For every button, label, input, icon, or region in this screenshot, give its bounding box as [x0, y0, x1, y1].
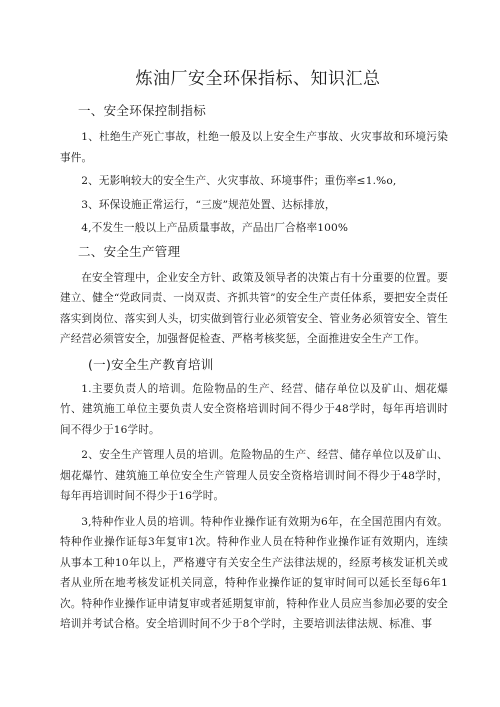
section1-heading: 一、安全环保控制指标	[78, 103, 207, 118]
section1-item-4: 4,不发生一般以上产品质量事故，产品出厂合格率100%	[81, 222, 349, 234]
section2-intro: 在安全管理中，企业安全方针、政策及领导者的决策占有十分重要的位置。要建立、健全“党政同责、一岗双责、齐抓共管”的安全生产责任体系，要把安全责任落实到岗位、落实到人头，切实做到管行业必须管安全、管业务必须管安全、管生产经营必须管安全，加强督促检查、严格考核奖惩，全面推进安全生产工作。	[60, 271, 448, 345]
section2-heading: 二、安全生产管理	[78, 243, 181, 259]
subsection1-item-3: 3,特种作业人员的培训。特种作业操作证有效期为6年，在全国范围内有效。特种作业操作证每3年复审1次。特种作业人员在特种作业操作证有效期内，连续从事本工种10年以上，严格遵守有关安全生产法律法规的，经原考核发证机关或者从业所在地考核发证机关同意，特种作业操作证的复审时间可以延长至每6年1次。特种作业操作证申请复审或者延期复审前，特种作业人员应当参加必要的安全培训并考试合格。安全培训时间不少于8个学时，主要培训法律法规、标准、事	[60, 515, 448, 630]
subsection1-heading: (一)安全生产教育培训	[88, 356, 214, 372]
section1-item-2: 2、无影响较大的安全生产、火灾事故、环境事件；重伤率≤1.%o,	[81, 175, 397, 187]
subsection1-item-2: 2、安全生产管理人员的培训。危险物品的生产、经营、储存单位以及矿山、烟花爆竹、建筑施工单位安全生产管理人员安全资格培训时间不得少于48学时，每年再培训时间不得少于16学时。	[60, 449, 448, 502]
subsection1-item-1: 1.主要负责人的培训。危险物品的生产、经营、储存单位以及矿山、烟花爆竹、建筑施工单位主要负责人安全资格培训时间不得少于48学时，每年再培训时间不得少于16学时。	[60, 382, 448, 436]
section1-item-3: 3、环保设施正常运行，“三废”规范处置、达标排放，	[81, 198, 336, 211]
section1-item-1: 1、杜绝生产死亡事故，杜绝一般及以上安全生产事故、火灾事故和环境污染事件。	[60, 131, 448, 164]
document-title: 炼油厂安全环保指标、知识汇总	[135, 69, 381, 89]
